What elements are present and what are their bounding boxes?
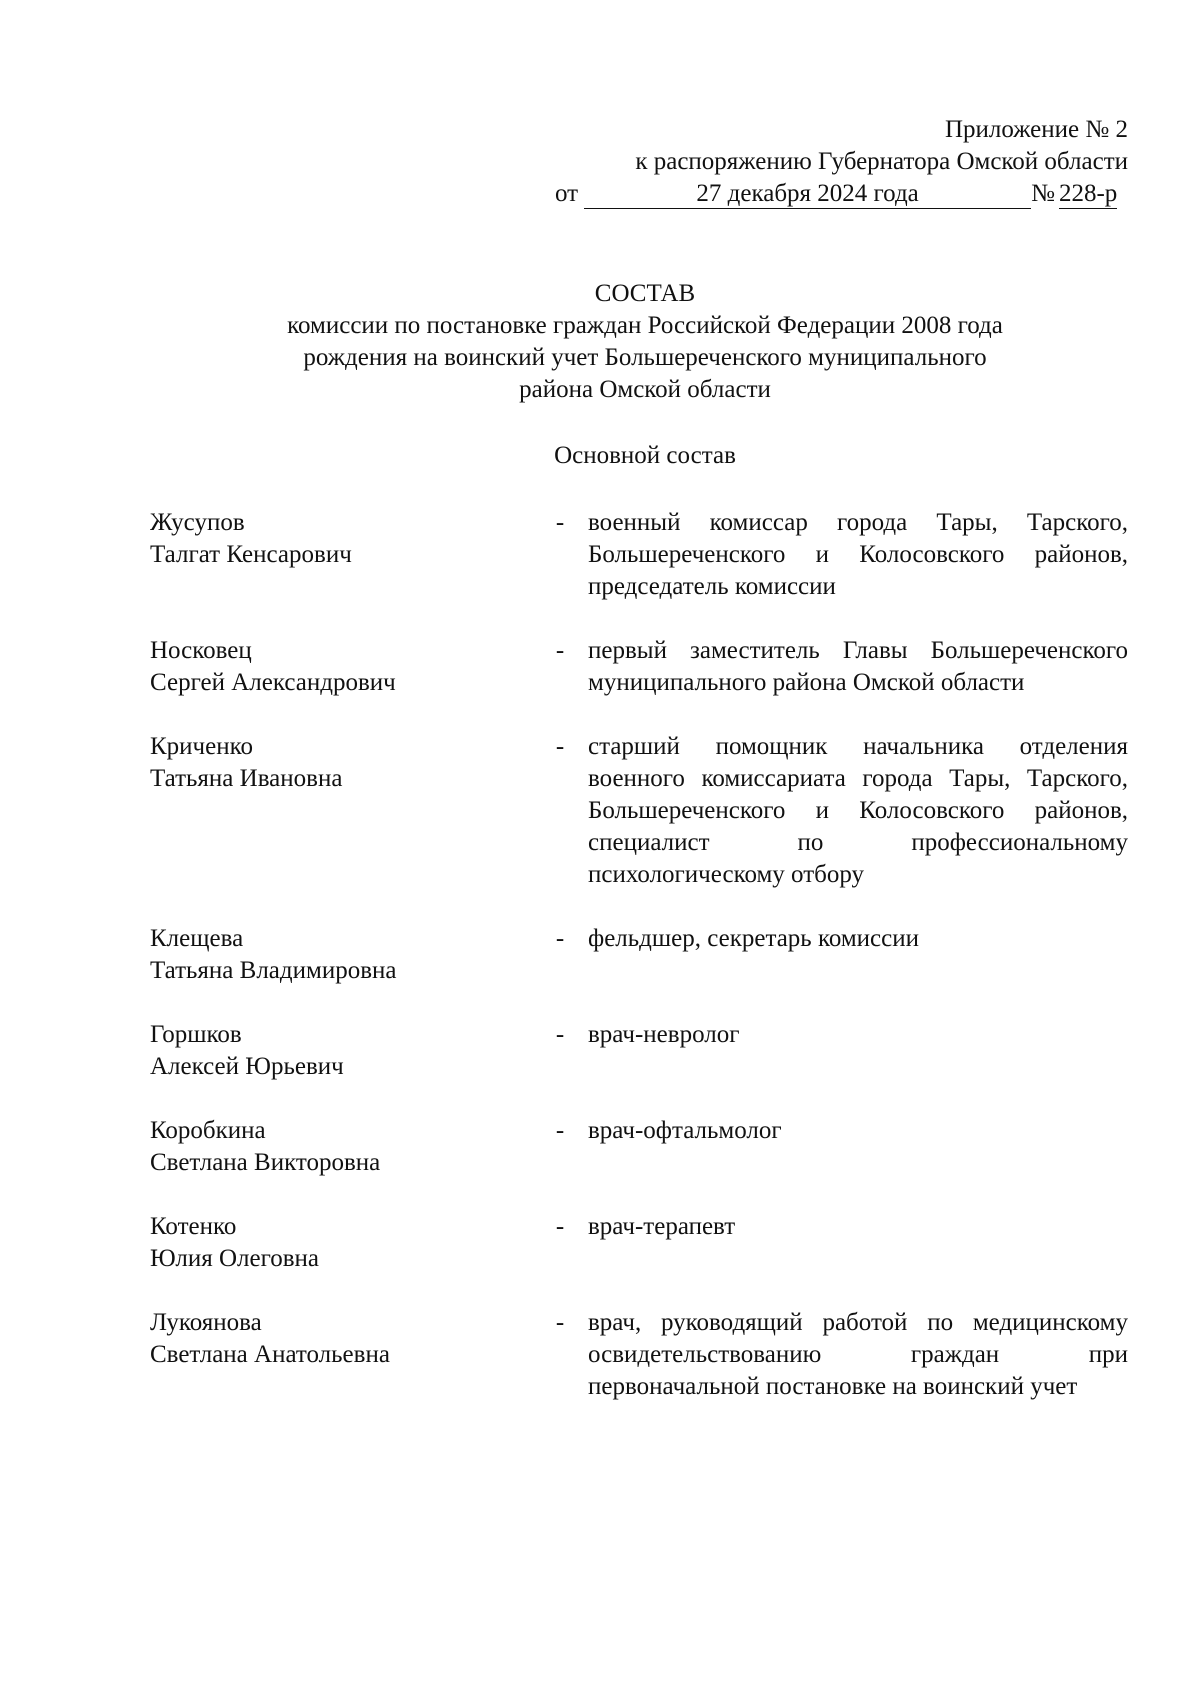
- title-line: рождения на воинский учет Большереченского муниципального: [303, 344, 987, 371]
- appendix-number: Приложение № 2: [944, 116, 1128, 143]
- member-dash: -: [555, 1213, 565, 1240]
- member-row: [150, 1019, 1150, 1083]
- appendix-date-line: [555, 178, 1128, 210]
- member-role: врач-офтальмолог: [588, 1117, 782, 1144]
- member-given-name: Алексей Юрьевич: [150, 1053, 344, 1080]
- member-dash: -: [555, 1021, 565, 1048]
- appendix-reference: к распоряжению Губернатора Омской области: [635, 148, 1128, 175]
- document-title: [140, 278, 1150, 406]
- member-dash: -: [555, 637, 565, 664]
- member-given-name: Талгат Кенсарович: [150, 541, 352, 568]
- member-name: [150, 1019, 540, 1083]
- member-surname: Жусупов: [150, 509, 245, 536]
- member-dash: -: [555, 1117, 565, 1144]
- member-row: [150, 1115, 1150, 1179]
- member-row: [150, 635, 1150, 699]
- member-role: врач-терапевт: [588, 1213, 736, 1240]
- member-dash: -: [555, 1309, 565, 1336]
- member-given-name: Юлия Олеговна: [150, 1245, 320, 1272]
- members-list: [150, 507, 1150, 1435]
- title-line: комиссии по постановке граждан Российской Федерации 2008 года: [287, 312, 1003, 339]
- member-role: военный комиссар города Тары, Тарского, Большереченского и Колосовского районов, председатель комиссии: [588, 509, 1128, 600]
- member-dash: -: [555, 925, 565, 952]
- member-name: [150, 635, 540, 699]
- member-given-name: Сергей Александрович: [150, 669, 396, 696]
- member-name: [150, 1307, 540, 1403]
- member-surname: Коробкина: [150, 1117, 266, 1144]
- member-name: [150, 1115, 540, 1179]
- member-surname: Горшков: [150, 1021, 242, 1048]
- title-line: района Омской области: [519, 376, 771, 403]
- member-dash: -: [555, 509, 565, 536]
- member-surname: Лукоянова: [150, 1309, 262, 1336]
- member-role: врач, руководящий работой по медицинскому освидетельствованию граждан при первоначальной постановке на воинский учет: [588, 1309, 1128, 1400]
- section-title: Основной состав: [554, 442, 736, 469]
- member-given-name: Татьяна Владимировна: [150, 957, 397, 984]
- member-given-name: Светлана Викторовна: [150, 1149, 381, 1176]
- member-row: [150, 731, 1150, 891]
- member-row: [150, 923, 1150, 987]
- member-row: [150, 1307, 1150, 1403]
- member-role: первый заместитель Главы Большереченского муниципального района Омской области: [588, 637, 1128, 696]
- member-row: [150, 1211, 1150, 1275]
- title-heading: СОСТАВ: [594, 280, 696, 307]
- member-given-name: Татьяна Ивановна: [150, 765, 343, 792]
- member-surname: Котенко: [150, 1213, 237, 1240]
- member-role: врач-невролог: [588, 1021, 740, 1048]
- member-name: [150, 731, 540, 891]
- member-name: [150, 507, 540, 603]
- order-date: 27 декабря 2024 года: [584, 180, 1031, 209]
- member-role: старший помощник начальника отделения военного комиссариата города Тары, Тарского, Большереченского и Колосовского районов, специалист по профессиональному психологическому отбору: [588, 733, 1128, 888]
- member-row: [150, 507, 1150, 603]
- order-number: 228-р: [1058, 180, 1118, 207]
- number-label: №: [1031, 180, 1055, 207]
- member-surname: Криченко: [150, 733, 253, 760]
- member-name: [150, 1211, 540, 1275]
- member-given-name: Светлана Анатольевна: [150, 1341, 390, 1368]
- from-label: от: [555, 180, 579, 207]
- appendix-header: [555, 114, 1128, 210]
- member-role: фельдшер, секретарь комиссии: [588, 925, 920, 952]
- member-name: [150, 923, 540, 987]
- member-surname: Носковец: [150, 637, 252, 664]
- member-dash: -: [555, 733, 565, 760]
- member-surname: Клещева: [150, 925, 244, 952]
